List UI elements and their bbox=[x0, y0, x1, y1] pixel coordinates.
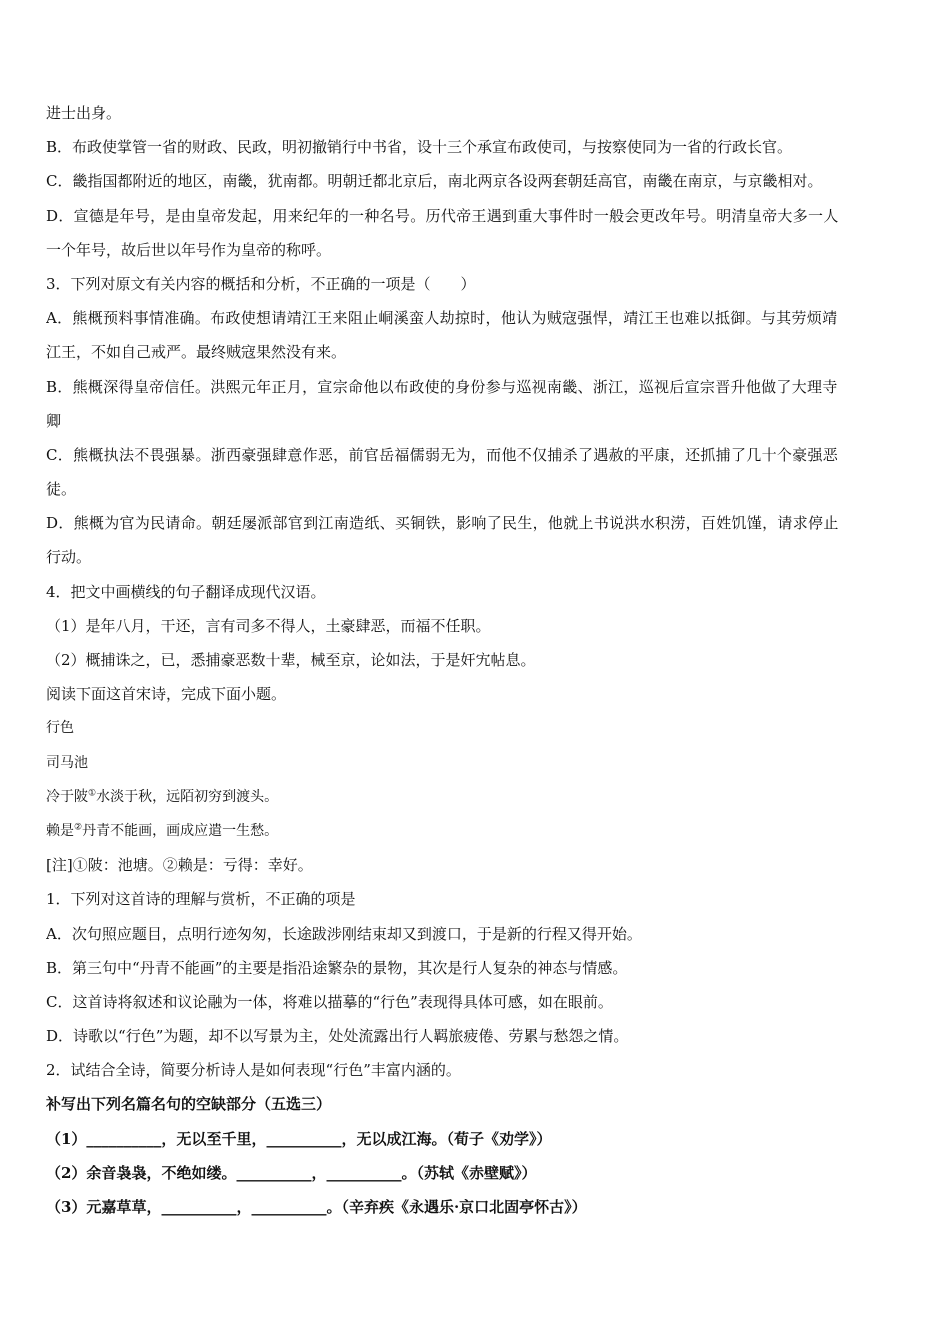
translation-item-2: （2）概捕诛之，已，悉捕豪恶数十辈，械至京，论如法，于是奸宄帖息。 bbox=[46, 651, 536, 669]
question-1: 1．下列对这首诗的理解与赏析，不正确的项是 bbox=[46, 890, 356, 909]
poem-line-1-part-a: 冷于陂 bbox=[46, 788, 88, 805]
fill-in-item-1: （1）__________，无以至千里，__________，无以成江海。（荀子《劝学》） bbox=[46, 1129, 552, 1148]
poem-line-1 bbox=[46, 780, 908, 814]
option-c: C．畿指国都附近的地区，南畿，犹南都。明朝迁都北京后，南北两京各设两套朝廷高官，南畿在南京，与京畿相对。 bbox=[46, 172, 823, 191]
poem-instruction: 阅读下面这首宋诗，完成下面小题。 bbox=[46, 685, 287, 704]
note-marker-2: ② bbox=[74, 822, 83, 833]
text-line: 进士出身。 bbox=[46, 104, 122, 122]
option-b: B．熊概深得皇帝信任。洪熙元年正月，宣宗命他以布政使的身份参与巡视南畿、浙江，巡视后宣宗晋升他做了大理寺 bbox=[46, 377, 838, 396]
option-c: C．熊概执法不畏强暴。浙西豪强肆意作恶，前官岳福儒弱无为，而他不仅捕杀了遇赦的平康，还抓捕了几十个豪强恶 bbox=[46, 445, 839, 464]
question-4: 4．把文中画横线的句子翻译成现代汉语。 bbox=[46, 582, 326, 601]
poem-line-2-part-a: 赖是 bbox=[46, 822, 74, 839]
option-d: D．宣德是年号，是由皇帝发起，用来纪年的一种名号。历代帝王遇到重大事件时一般会更改年号。明清皇帝大多一人 bbox=[46, 206, 839, 225]
poem-line-2 bbox=[46, 814, 908, 848]
poem-notes: [注]①陂：池塘。②赖是：亏得：幸好。 bbox=[46, 856, 313, 875]
fill-in-heading: 补写出下列名篇名句的空缺部分（五选三） bbox=[46, 1095, 332, 1114]
option-b: B．第三句中“丹青不能画”的主要是指沿途繁杂的景物，其次是行人复杂的神态与情感。 bbox=[46, 958, 628, 977]
poem-line-2-part-b: 丹青不能画，画成应遣一生愁。 bbox=[82, 822, 279, 839]
fill-in-item-3: （3）元嘉草草，__________，__________。（辛弃疾《永遇乐·京口北固亭怀古》） bbox=[46, 1198, 587, 1216]
fill-in-item-2: （2）余音袅袅，不绝如缕。__________，__________。（苏轼《赤壁赋》） bbox=[46, 1163, 537, 1182]
note-marker-1: ① bbox=[88, 788, 97, 799]
question-2: 2．试结合全诗，简要分析诗人是如何表现“行色”丰富内涵的。 bbox=[46, 1061, 461, 1080]
option-b: B．布政使掌管一省的财政、民政，明初撤销行中书省，设十三个承宣布政使司，与按察使同为一省的行政长官。 bbox=[46, 138, 793, 157]
text-line: 行动。 bbox=[46, 548, 92, 567]
poem-title: 行色 bbox=[46, 720, 74, 737]
poem-line-1-part-b: 水淡于秋，远陌初穷到渡头。 bbox=[96, 788, 279, 805]
text-line: 卿 bbox=[46, 411, 62, 430]
option-d: D．诗歌以“行色”为题，却不以写景为主，处处流露出行人羁旅疲倦、劳累与愁怨之情。 bbox=[46, 1027, 629, 1046]
option-a: A．熊概预料事情准确。布政使想请靖江王来阻止峒溪蛮人劫掠时，他认为贼寇强悍，靖江王也难以抵御。与其劳烦靖 bbox=[46, 309, 838, 328]
poem-author: 司马池 bbox=[46, 754, 88, 771]
translation-item-1: （1）是年八月，干还，言有司多不得人，土豪肆恶，而福不任职。 bbox=[46, 616, 491, 635]
text-line: 徒。 bbox=[46, 480, 77, 499]
option-c: C．这首诗将叙述和议论融为一体，将难以描摹的“行色”表现得具体可感，如在眼前。 bbox=[46, 992, 613, 1011]
option-d: D．熊概为官为民请命。朝廷屡派部官到江南造纸、买铜铁，影响了民生，他就上书说洪水积涝，百姓饥馑，请求停止 bbox=[46, 514, 839, 533]
question-3: 3．下列对原文有关内容的概括和分析，不正确的一项是（ ） bbox=[46, 274, 476, 293]
text-line: 江王，不如自己戒严。最终贼寇果然没有来。 bbox=[46, 343, 347, 362]
option-a: A．次句照应题目，点明行迹匆匆，长途跋涉刚结束却又到渡口，于是新的行程又得开始。 bbox=[46, 924, 642, 943]
document-page bbox=[46, 96, 908, 1224]
text-line: 一个年号，故后世以年号作为皇帝的称呼。 bbox=[46, 240, 332, 259]
